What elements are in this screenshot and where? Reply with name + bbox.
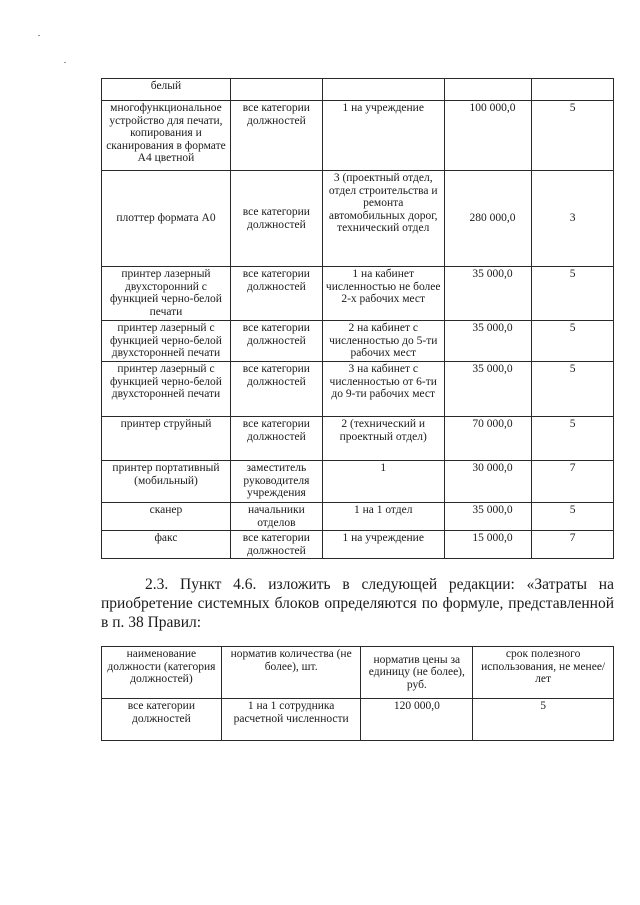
table-row	[102, 321, 614, 362]
quantity-norm-cell	[322, 79, 444, 101]
quantity-norm-cell: 1 на 1 отдел	[322, 503, 444, 531]
system-block-norms-table	[101, 646, 614, 741]
quantity-norm-cell: 1 на учреждение	[322, 531, 444, 559]
term-cell: 5	[532, 417, 614, 461]
table-row	[102, 362, 614, 417]
category-cell: все категории должностей	[230, 531, 322, 559]
category-cell: все категории должностей	[230, 362, 322, 417]
term-cell: 5	[532, 101, 614, 171]
equipment-name-cell: принтер портативный (мобильный)	[102, 461, 231, 503]
table-row	[102, 699, 614, 741]
price-cell	[444, 79, 532, 101]
price-cell: 15 000,0	[444, 531, 532, 559]
equipment-name-cell: принтер лазерный двухсторонний с функцией черно-белой печати	[102, 267, 231, 321]
quantity-norm-cell: 1 на кабинет численностью не более 2-х рабочих мест	[322, 267, 444, 321]
term-cell: 5	[532, 267, 614, 321]
quantity-norm-cell: 1 на 1 сотрудника расчетной численности	[221, 699, 361, 741]
category-cell: все категории должностей	[102, 699, 222, 741]
quantity-norm-cell: 2 на кабинет с численностью до 5-ти рабочих мест	[322, 321, 444, 362]
term-cell	[532, 79, 614, 101]
equipment-name-cell: принтер лазерный с функцией черно-белой двухсторонней печати	[102, 362, 231, 417]
category-cell: все категории должностей	[230, 321, 322, 362]
term-cell: 5	[532, 321, 614, 362]
equipment-name-cell: многофункциональное устройство для печати, копирования и сканирования в формате А4 цветной	[102, 101, 231, 171]
category-cell: все категории должностей	[230, 101, 322, 171]
equipment-name-cell: сканер	[102, 503, 231, 531]
term-cell: 5	[532, 503, 614, 531]
term-cell: 7	[532, 531, 614, 559]
equipment-name-cell: плоттер формата А0	[102, 171, 231, 267]
price-cell: 100 000,0	[444, 101, 532, 171]
table-row	[102, 531, 614, 559]
table-row	[102, 503, 614, 531]
scan-speck	[64, 62, 66, 63]
quantity-norm-cell: 1	[322, 461, 444, 503]
header-position: наименование должности (категория должностей)	[102, 647, 222, 699]
price-cell: 70 000,0	[444, 417, 532, 461]
equipment-name-cell: факс	[102, 531, 231, 559]
equipment-norms-table	[101, 78, 614, 559]
paragraph-text: приобретение системных блоков определяются по формуле, представленной в п. 38 Правил:	[101, 595, 614, 631]
term-cell: 5	[473, 699, 614, 741]
equipment-name-cell: белый	[102, 79, 231, 101]
term-cell: 5	[532, 362, 614, 417]
table-row	[102, 171, 614, 267]
quantity-norm-cell: 3 (проектный отдел, отдел строительства и ремонта автомобильных дорог, технический отдел	[322, 171, 444, 267]
table-row	[102, 417, 614, 461]
category-cell: заместитель руководителя учреждения	[230, 461, 322, 503]
category-cell: все категории должностей	[230, 171, 322, 267]
header-useful-life: срок полезного использования, не менее/лет	[473, 647, 614, 699]
equipment-name-cell: принтер лазерный с функцией черно-белой двухсторонней печати	[102, 321, 231, 362]
price-cell: 35 000,0	[444, 267, 532, 321]
table-row	[102, 461, 614, 503]
price-cell: 35 000,0	[444, 503, 532, 531]
category-cell: начальники отделов	[230, 503, 322, 531]
price-cell: 35 000,0	[444, 321, 532, 362]
equipment-name-cell: принтер струйный	[102, 417, 231, 461]
term-cell: 3	[532, 171, 614, 267]
price-cell: 120 000,0	[361, 699, 473, 741]
term-cell: 7	[532, 461, 614, 503]
category-cell: все категории должностей	[230, 267, 322, 321]
header-quantity-norm: норматив количества (не более), шт.	[221, 647, 361, 699]
table-row	[102, 267, 614, 321]
header-price-norm: норматив цены за единицу (не более), руб.	[361, 647, 473, 699]
price-cell: 280 000,0	[444, 171, 532, 267]
category-cell	[230, 79, 322, 101]
quantity-norm-cell: 1 на учреждение	[322, 101, 444, 171]
table-row	[102, 79, 614, 101]
quantity-norm-cell: 2 (технический и проектный отдел)	[322, 417, 444, 461]
table-row	[102, 101, 614, 171]
quantity-norm-cell: 3 на кабинет с численностью от 6-ти до 9-ти рабочих мест	[322, 362, 444, 417]
price-cell: 30 000,0	[444, 461, 532, 503]
paragraph-line: 2.3. Пункт 4.6. изложить в следующей редакции: «Затраты на	[145, 576, 614, 593]
scan-speck	[38, 35, 40, 36]
price-cell: 35 000,0	[444, 362, 532, 417]
category-cell: все категории должностей	[230, 417, 322, 461]
table-header-row	[102, 647, 614, 699]
